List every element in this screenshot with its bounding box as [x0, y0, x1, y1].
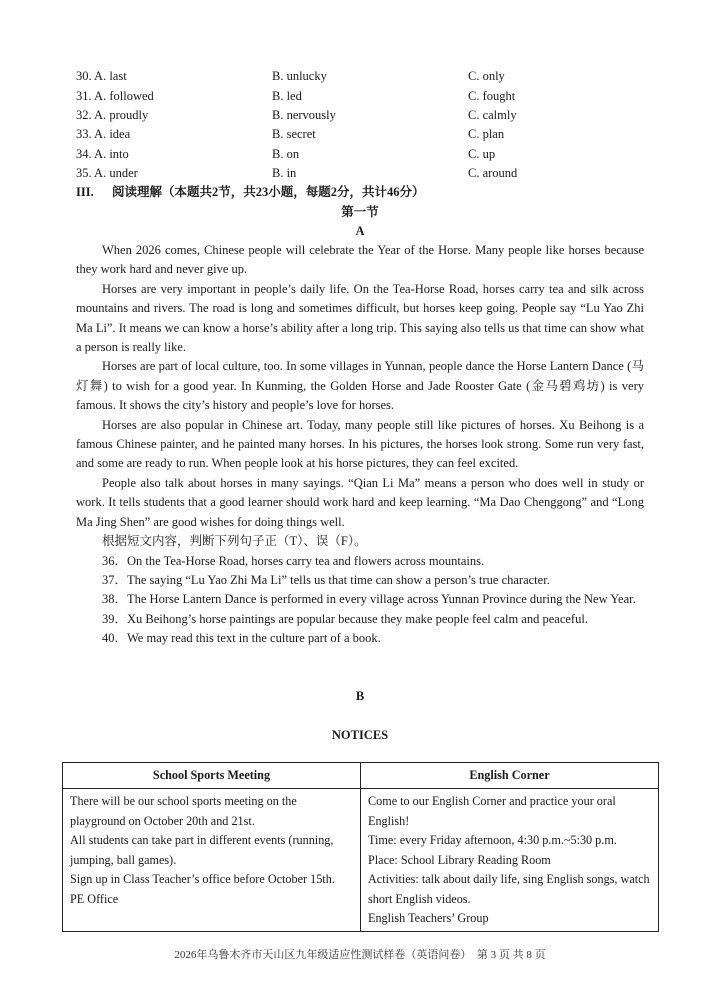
- option-a: 31. A. followed: [76, 89, 154, 103]
- option-a: 32. A. proudly: [76, 108, 149, 122]
- section-number: III.: [76, 185, 94, 199]
- option-b: B. on: [272, 147, 300, 161]
- option-c: C. plan: [468, 127, 505, 141]
- question-36: 36．On the Tea-Horse Road, horses carry tea and flowers across mountains.: [102, 553, 485, 568]
- option-row-34: [0, 144, 720, 164]
- option-b: B. nervously: [272, 108, 336, 122]
- question-39: 39．Xu Beihong’s horse paintings are popular because they make people feel calm and peaceful.: [102, 611, 588, 626]
- notice-line: Come to our English Corner and practice your oral English!: [368, 794, 616, 828]
- option-row-32: [0, 105, 720, 125]
- paragraph: People also talk about horses in many sayings. “Qian Li Ma” means a person who does well in study or work. It tells students that a good learner should work hard and keep learning. “Ma Dao Chenggong” and “Long Ma Jing Shen” are good wishes for doing things well.: [76, 475, 644, 529]
- option-b: B. led: [272, 89, 302, 103]
- paragraph: Horses are very important in people’s daily life. On the Tea-Horse Road, horses carry tea and silk across mountains and rivers. The road is long and sometimes difficult, but horses keep going. People say “Lu Yao Zhi Ma Li”. It means we can know a horse’s ability after a long trip. This saying also tells us that time can show what a person is really like.: [76, 281, 644, 355]
- passage-a-label: A: [355, 224, 365, 238]
- notices-table: [62, 762, 659, 932]
- option-b: B. in: [272, 166, 297, 180]
- notice-body-sports: [63, 789, 361, 932]
- option-c: C. only: [468, 69, 505, 83]
- option-a: 33. A. idea: [76, 127, 131, 141]
- option-row-31: [0, 86, 720, 106]
- option-a: 34. A. into: [76, 147, 129, 161]
- paragraph: When 2026 comes, Chinese people will celebrate the Year of the Horse. Many people like horses because they work hard and never give up.: [76, 243, 644, 277]
- notice-heading-sports: School Sports Meeting: [63, 763, 361, 789]
- option-b: B. secret: [272, 127, 316, 141]
- paragraph: Horses are part of local culture, too. In some villages in Yunnan, people dance the Horse Lantern Dance (马灯舞) to wish for a good year. In Kunming, the Golden Horse and Jade Rooster Gate (金马碧鸡坊) is very famous. It shows the city’s history and people’s love for horses.: [76, 359, 644, 413]
- option-c: C. around: [468, 166, 518, 180]
- notice-line: Activities: talk about daily life, sing English songs, watch short English videos.: [368, 872, 650, 906]
- option-row-33: [0, 124, 720, 144]
- notices-title: NOTICES: [331, 728, 389, 742]
- passage-a: [76, 241, 644, 649]
- option-row-35: [0, 163, 720, 183]
- option-b: B. unlucky: [272, 69, 327, 83]
- page-footer: 2026年乌鲁木齐市天山区九年级适应性测试样卷（英语问卷） 第 3 页 共 8 页: [174, 949, 546, 961]
- paragraph: Horses are also popular in Chinese art. Today, many people still like pictures of horses. Xu Beihong is a famous Chinese painter, and he painted many horses. In his pictures, the horses look strong. Some run very fast, and some are ready to run. When people look at his horse pictures, they can feel excited.: [76, 417, 644, 471]
- option-a: 30. A. last: [76, 69, 127, 83]
- notice-line: English Teachers’ Group: [368, 911, 489, 925]
- question-38: 38．The Horse Lantern Dance is performed in every village across Yunnan Province during the New Year.: [102, 592, 636, 607]
- part-title: 第一节: [341, 205, 379, 219]
- option-row-30: [0, 66, 720, 86]
- notice-line: Time: every Friday afternoon, 4:30 p.m.~5:30 p.m.: [368, 833, 617, 847]
- question-40: 40．We may read this text in the culture part of a book.: [102, 631, 381, 646]
- notice-heading-english-corner: English Corner: [361, 763, 659, 789]
- option-c: C. up: [468, 147, 496, 161]
- option-a: 35. A. under: [76, 166, 138, 180]
- option-c: C. fought: [468, 89, 516, 103]
- notice-line: Place: School Library Reading Room: [368, 852, 551, 867]
- question-37: 37．The saying “Lu Yao Zhi Ma Li” tells us that time can show a person’s true character.: [102, 572, 550, 587]
- passage-b-label: B: [355, 689, 365, 703]
- instruction: 根据短文内容，判断下列句子正（T）、误（F）。: [102, 534, 367, 549]
- notice-line: There will be our school sports meeting on the playground on October 20th and 21st.: [70, 794, 297, 828]
- notice-body-english-corner: [361, 789, 659, 932]
- section-title: 阅读理解（本题共2节，共23小题，每题2分，共计46分）: [112, 185, 425, 199]
- section-heading: [76, 182, 425, 202]
- notice-line: All students can take part in different events (running, jumping, ball games).: [70, 833, 334, 867]
- option-c: C. calmly: [468, 108, 517, 122]
- notice-line: Sign up in Class Teacher’s office before October 15th.: [70, 872, 335, 886]
- notice-line: PE Office: [70, 891, 119, 906]
